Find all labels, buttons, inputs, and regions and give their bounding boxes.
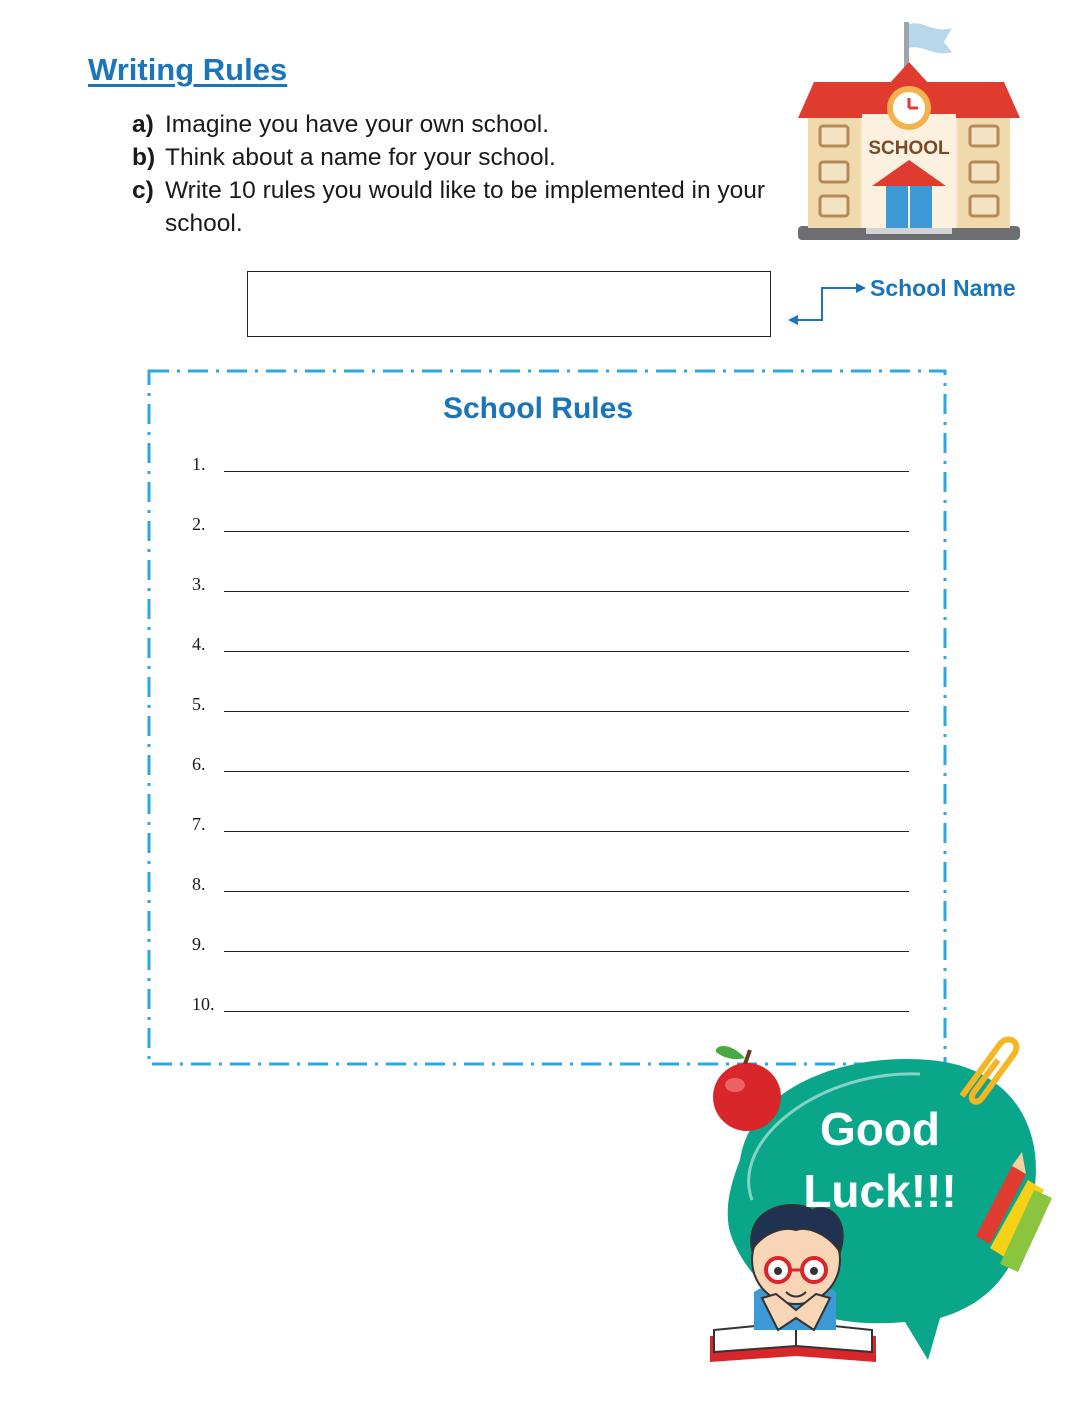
rule-number: 9. xyxy=(192,934,206,954)
rule-number: 2. xyxy=(192,514,206,534)
rule-number: 7. xyxy=(192,814,206,834)
rules-title: School Rules xyxy=(442,392,634,425)
instruction-label: c) xyxy=(132,177,154,204)
instruction-text: Think about a name for your school. xyxy=(165,144,556,171)
rule-number: 3. xyxy=(192,574,206,594)
rule-row xyxy=(192,812,909,872)
instructions-list xyxy=(132,108,782,240)
rule-number: 6. xyxy=(192,754,206,774)
instruction-item xyxy=(132,174,782,240)
instruction-text: Imagine you have your own school. xyxy=(165,111,550,138)
page-title: Writing Rules xyxy=(88,52,288,87)
school-name-label: School Name xyxy=(870,275,1016,301)
rule-writing-line[interactable] xyxy=(224,632,909,652)
rule-row xyxy=(192,932,909,992)
good-luck-line2: Luck!!! xyxy=(803,1165,957,1217)
rule-row xyxy=(192,872,909,932)
rule-writing-line[interactable] xyxy=(224,992,909,1012)
rule-row xyxy=(192,692,909,752)
apple-icon xyxy=(713,1046,781,1131)
rule-row xyxy=(192,572,909,632)
rule-writing-line[interactable] xyxy=(224,572,909,592)
instruction-label: a) xyxy=(132,111,154,138)
rule-row xyxy=(192,452,909,512)
school-name-arrow-icon xyxy=(786,280,868,328)
school-sign-text: SCHOOL xyxy=(868,138,950,159)
instruction-text: Write 10 rules you would like to be implemented in your school. xyxy=(165,177,766,237)
rule-row xyxy=(192,512,909,572)
rule-number: 8. xyxy=(192,874,206,894)
rule-writing-line[interactable] xyxy=(224,872,909,892)
instruction-item xyxy=(132,108,782,141)
rule-writing-line[interactable] xyxy=(224,512,909,532)
rule-writing-line[interactable] xyxy=(224,692,909,712)
rule-row xyxy=(192,632,909,692)
rule-writing-line[interactable] xyxy=(224,752,909,772)
good-luck-text xyxy=(790,1098,970,1222)
rule-number: 1. xyxy=(192,454,206,474)
rules-list xyxy=(192,452,909,1052)
instruction-item xyxy=(132,141,782,174)
rule-writing-line[interactable] xyxy=(224,812,909,832)
rule-writing-line[interactable] xyxy=(224,932,909,952)
rule-number: 10. xyxy=(192,994,215,1014)
rule-number: 5. xyxy=(192,694,206,714)
rule-writing-line[interactable] xyxy=(224,452,909,472)
school-name-input-box[interactable] xyxy=(247,271,771,337)
school-building-icon xyxy=(794,18,1024,248)
instruction-label: b) xyxy=(132,144,156,171)
rule-number: 4. xyxy=(192,634,206,654)
rule-row xyxy=(192,752,909,812)
good-luck-line1: Good xyxy=(819,1103,941,1155)
